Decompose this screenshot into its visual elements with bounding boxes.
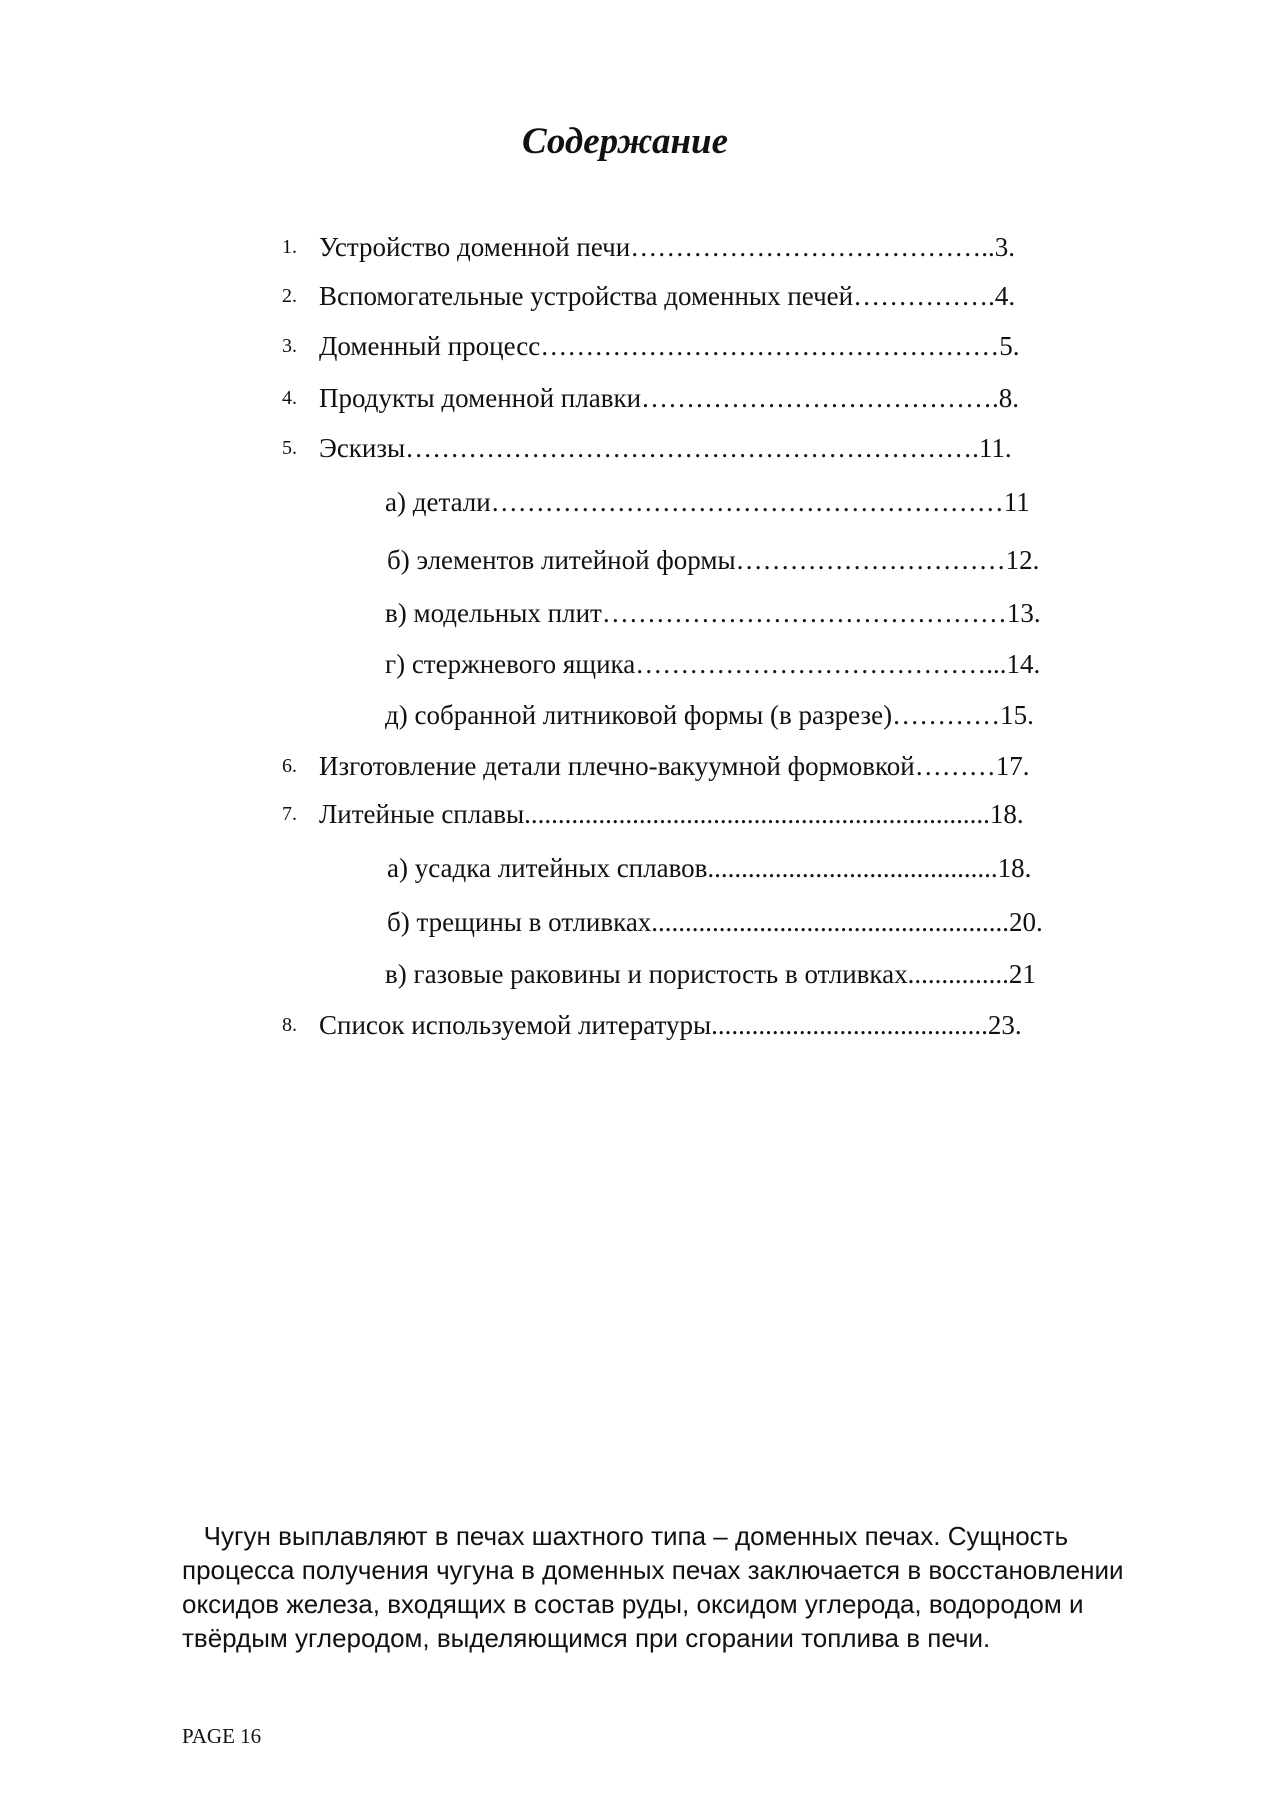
toc-number: 1. <box>282 236 297 258</box>
toc-subentry: д) собранной литниковой формы (в разрезе)…………15. <box>385 700 1034 730</box>
page-title: Содержание <box>521 121 729 162</box>
body-paragraph: Чугун выплавляют в печах шахтного типа – доменных печах. Сущность процесса получения чугуна в доменных печах заключается в восстановлении оксидов железа, входящих в состав руды, оксидом углерода, водородом и твёрдым углеродом, выделяющимся при сгорании топлива в печи. <box>182 1521 1124 1653</box>
toc-number: 5. <box>282 437 297 459</box>
toc-entry: Устройство доменной печи…………………………………..3. <box>319 232 1015 262</box>
toc-entry: Изготовление детали плечно-вакуумной формовкой………17. <box>319 751 1030 781</box>
toc-number: 8. <box>282 1014 297 1036</box>
toc-subentry: г) стержневого ящика…………………………………...14. <box>385 649 1041 679</box>
toc-number: 3. <box>282 335 297 357</box>
toc-entry: Эскизы……………………………………………………….11. <box>319 433 1012 463</box>
toc-subentry: б) трещины в отливках.....................................................20. <box>387 907 1043 937</box>
toc-subentry: а) детали…………………………………………………11 <box>385 487 1030 517</box>
toc-subentry: б) элементов литейной формы…………………………12. <box>387 545 1040 575</box>
page-number-footer: PAGE 16 <box>182 1724 262 1748</box>
toc-entry: Доменный процесс……………………………………………5. <box>319 331 1020 361</box>
toc-number: 2. <box>282 285 297 307</box>
toc-subentry: а) усадка литейных сплавов...........................................18. <box>387 853 1032 883</box>
toc-entry: Продукты доменной плавки………………………………….8. <box>319 383 1020 413</box>
toc-number: 4. <box>282 387 297 409</box>
toc-number: 7. <box>282 803 297 825</box>
toc-subentry: в) газовые раковины и пористость в отливках...............21 <box>385 959 1036 989</box>
toc-entry: Литейные сплавы.....................................................................18. <box>319 799 1024 829</box>
toc-entry: Список используемой литературы.........................................23. <box>319 1010 1022 1040</box>
toc-number: 6. <box>282 755 297 777</box>
toc-entry: Вспомогательные устройства доменных печей…………….4. <box>319 281 1016 311</box>
toc-subentry: в) модельных плит………………………………………13. <box>385 598 1041 628</box>
